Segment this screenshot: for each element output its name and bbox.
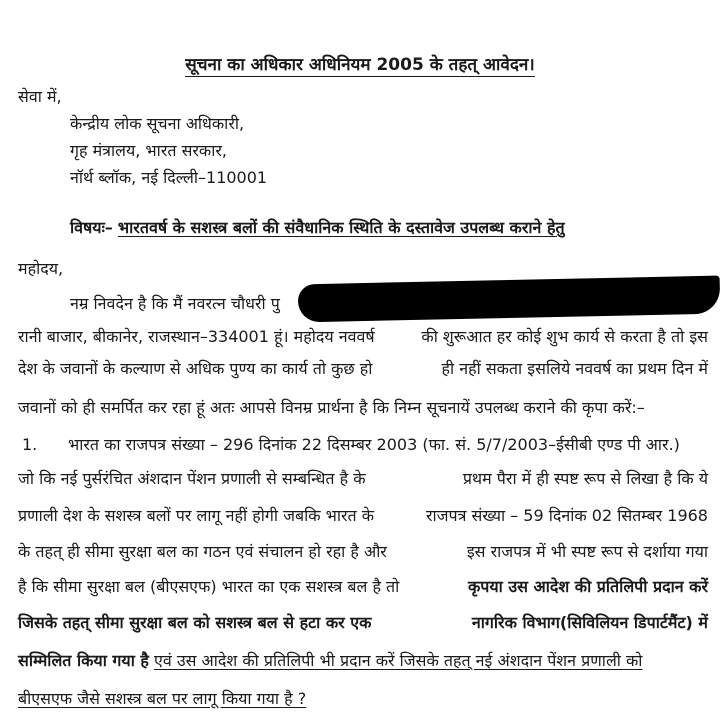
item1-line-5: है कि सीमा सुरक्षा बल (बीएसएफ) भारत का एक सशस्त्र बल है तो कृपया उस आदेश की प्रतिलिपी प्रदान करें — [18, 577, 708, 596]
item1-line-4: के तहत् ही सीमा सुरक्षा बल का गठन एवं संचालन हो रहा है और इस राजपत्र में भी स्पष्ट रूप से दर्शाया गया — [18, 542, 708, 561]
intro-line-4: जवानों को ही समर्पित कर रहा हूं अतः आपसे विनम्र प्रार्थना है कि निम्न सूचनायें उपलब्ध कराने की कृपा करें:– — [18, 398, 645, 417]
address-line-location: नॉर्थ ब्लॉक, नई दिल्ली–110001 — [70, 168, 268, 187]
item1-line-8: बीएसएफ जैसे सशस्त्र बल पर लागू किया गया है ? — [18, 689, 307, 708]
intro-line-1: नम्र निवदेन है कि मैं नवरत्न चौधरी पु — [70, 294, 280, 313]
address-line-ministry: गृह मंत्रालय, भारत सरकार, — [70, 141, 227, 160]
subject-line — [70, 217, 565, 239]
redaction-mark — [298, 276, 720, 323]
item-number: 1. — [22, 435, 38, 454]
document-title-text: सूचना का अधिकार अधिनियम 2005 के तहत् आवेदन। — [185, 55, 535, 75]
address-line-officer: केन्द्रीय लोक सूचना अधिकारी, — [70, 114, 245, 133]
item1-line-1: भारत का राजपत्र संख्या – 296 दिनांक 22 दिसम्बर 2003 (फा. सं. 5/7/2003–ईसीबी एण्ड पी आर.) — [68, 435, 680, 454]
greeting: महोदय, — [18, 259, 64, 278]
subject-label: विषयः– — [70, 218, 113, 237]
salutation: सेवा में, — [18, 87, 62, 106]
item1-line-6: जिसके तहत् सीमा सुरक्षा बल को सशस्त्र बल से हटा कर एक नागरिक विभाग(सिविलियन डिपार्टमैंट) में — [18, 613, 708, 632]
subject-text: भारतवर्ष के सशस्त्र बलों की संवैधानिक स्थिति के दस्तावेज उपलब्ध कराने हेतु — [117, 218, 565, 237]
intro-line-3: देश के जवानों के कल्याण से अधिक पुण्य का कार्य तो कुछ हो ही नहीं सकता इसलिये नववर्ष का प्रथम दिन में — [18, 359, 708, 378]
item1-line-2: जो कि नई पुर्सरंचित अंशदान पेंशन प्रणाली से सम्बन्धित है के प्रथम पैरा में ही स्पष्ट रूप से लिखा है कि ये — [18, 469, 708, 488]
item1-line-7: सम्मिलित किया गया है एवं उस आदेश की प्रतिलिपी भी प्रदान करें जिसके तहत् नई अंशदान पेंशन प्रणाली को — [18, 651, 643, 670]
intro-line-2: रानी बाजार, बीकानेर, राजस्थान–334001 हूं। महोदय नववर्ष की शुरूआत हर कोई शुभ कार्य से करता है तो इस — [18, 327, 708, 346]
document-title — [0, 54, 720, 76]
item1-line-3: प्रणाली देश के सशस्त्र बलों पर लागू नहीं होगी जबकि भारत के राजपत्र संख्या – 59 दिनांक 02 सितम्बर 1968 — [18, 506, 708, 525]
